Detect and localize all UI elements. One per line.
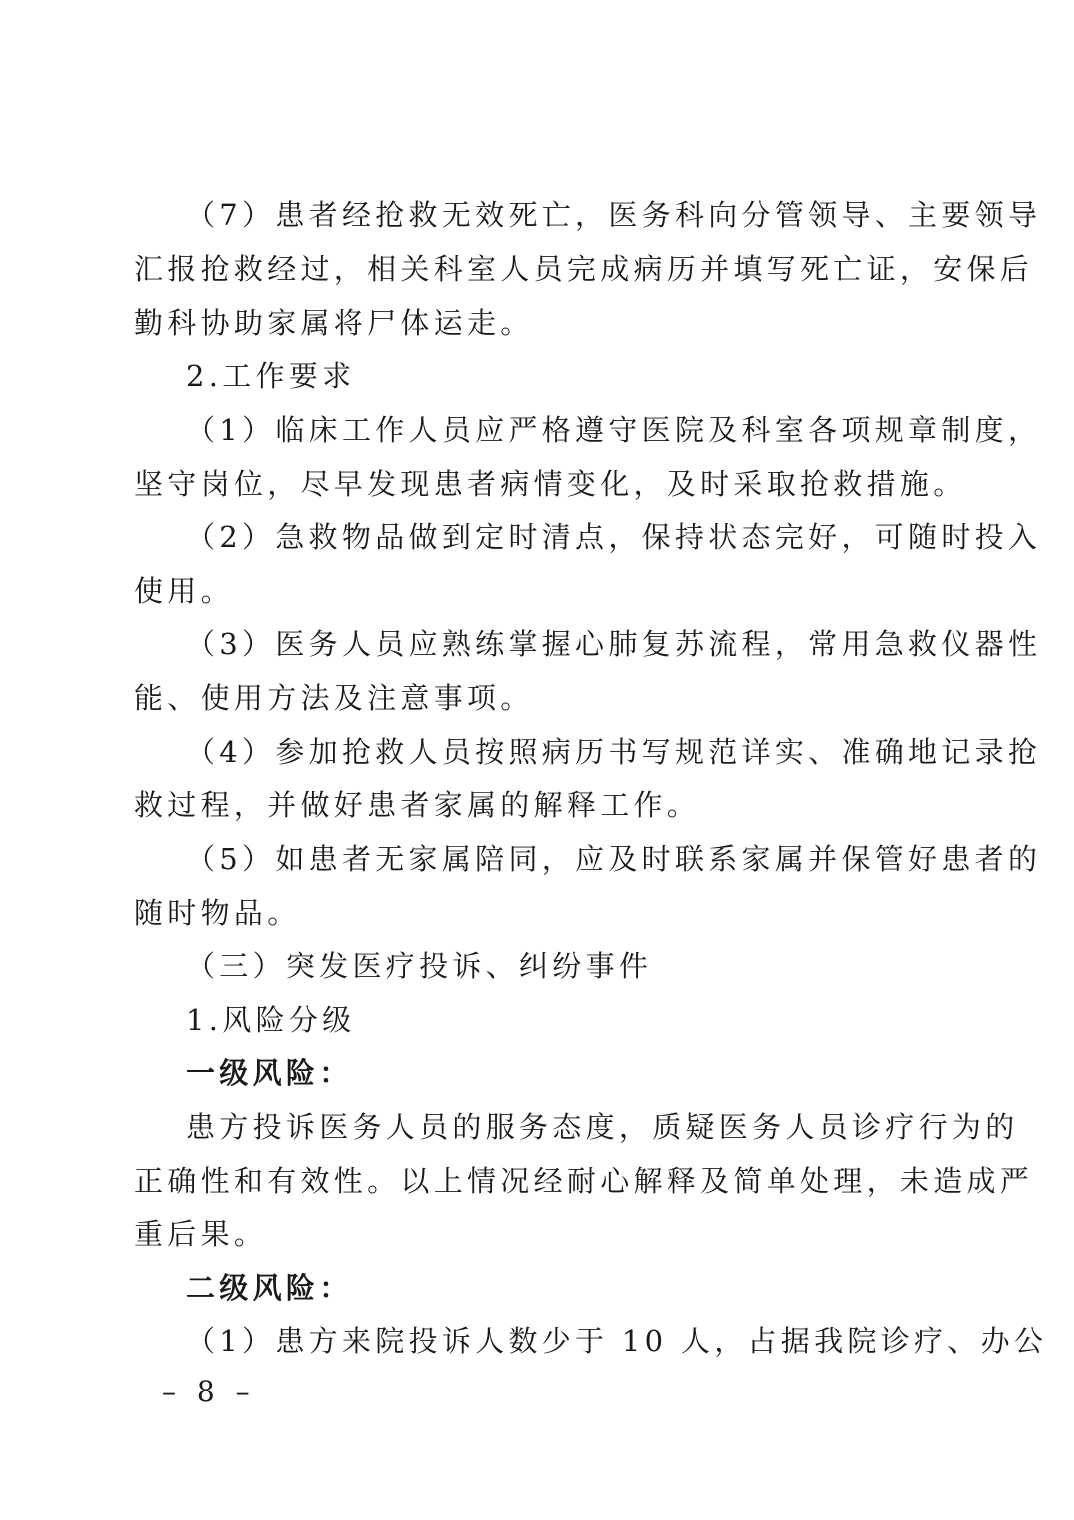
paragraph-line: （5）如患者无家属陪同，应及时联系家属并保管好患者的 [186,842,1042,876]
paragraph-line: 坚守岗位，尽早发现患者病情变化，及时采取抢救措施。 [134,467,967,501]
paragraph-line: （1）临床工作人员应严格遵守医院及科室各项规章制度， [186,413,1042,447]
page-number: – 8 – [162,1375,256,1408]
paragraph-line: 患方投诉医务人员的服务态度，质疑医务人员诊疗行为的 [186,1110,1019,1144]
paragraph-line: 正确性和有效性。以上情况经耐心解释及简单处理，未造成严 [134,1164,1034,1198]
paragraph-line: （4）参加抢救人员按照病历书写规范详实、准确地记录抢 [186,735,1042,769]
paragraph-line: 救过程，并做好患者家属的解释工作。 [134,788,701,822]
section-heading: 1.风险分级 [186,1003,356,1037]
bold-heading: 二级风险： [186,1271,353,1305]
bold-heading: 一级风险： [186,1056,353,1090]
paragraph-line: （1）患方来院投诉人数少于 10 人，占据我院诊疗、办公 [186,1324,1048,1358]
paragraph-line: 使用。 [134,574,234,608]
paragraph-line: （3）医务人员应熟练掌握心肺复苏流程，常用急救仪器性 [186,627,1042,661]
paragraph-line: （7）患者经抢救无效死亡，医务科向分管领导、主要领导 [186,198,1042,232]
section-heading: （三）突发医疗投诉、纠纷事件 [186,949,653,983]
section-heading: 2.工作要求 [186,359,356,393]
paragraph-line: 随时物品。 [134,896,301,930]
paragraph-line: 重后果。 [134,1217,268,1251]
paragraph-line: 汇报抢救经过，相关科室人员完成病历并填写死亡证，安保后 [134,252,1034,286]
paragraph-line: 能、使用方法及注意事项。 [134,681,534,715]
paragraph-line: （2）急救物品做到定时清点，保持状态完好，可随时投入 [186,520,1042,554]
paragraph-line: 勤科协助家属将尸体运走。 [134,306,534,340]
